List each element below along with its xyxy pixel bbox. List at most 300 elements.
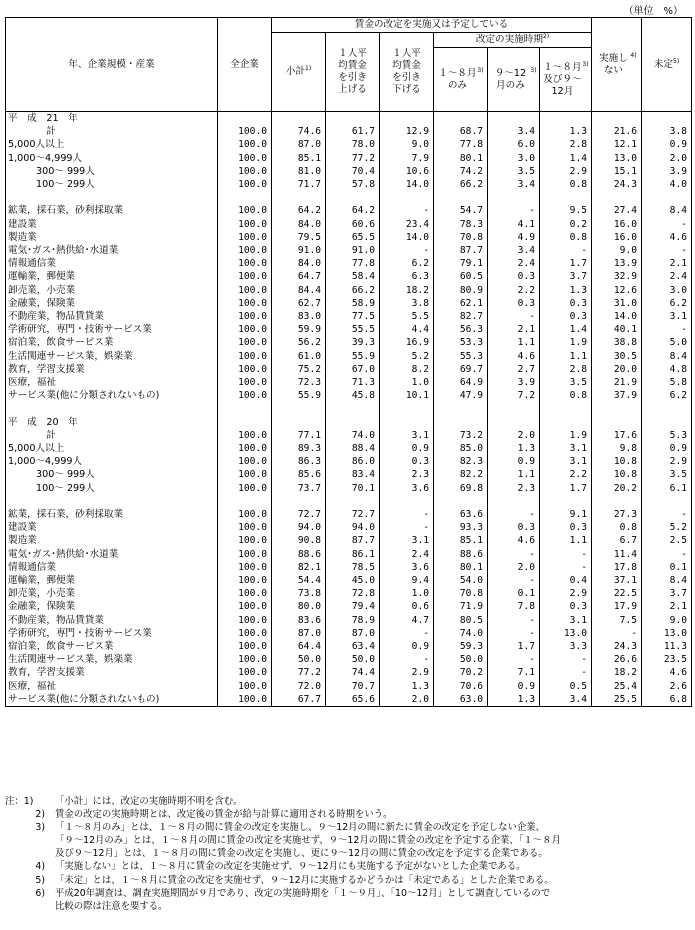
not-implement-header: 実施しない$^{4)}$	[592, 18, 642, 112]
cell-value: 100.0	[218, 442, 272, 455]
footnote-key: 注：1)	[5, 796, 34, 807]
spacer-row	[6, 495, 692, 508]
cell-value: 30.5	[592, 350, 642, 363]
cell-value: 4.9	[488, 231, 540, 244]
cell-value	[272, 191, 326, 204]
table-row	[6, 284, 692, 297]
row-label: 5,000人以上	[6, 138, 218, 151]
cell-value: 2.6	[642, 680, 692, 693]
cell-value	[540, 402, 592, 415]
cell-value: 3.8	[642, 125, 692, 138]
cell-value: 77.5	[326, 310, 380, 323]
footnote-text: 「１～８月のみ」とは、１～８月の間に賃金の改定を実施し、９～12月の間に新たに賃金の改定を予定しない企業、	[55, 822, 546, 834]
row-label: 情報通信業	[6, 561, 218, 574]
cell-value: 100.0	[218, 653, 272, 666]
cell-value: 4.1	[488, 218, 540, 231]
timing-group-header: 改定の実施時期$^{2)}$	[434, 33, 592, 48]
cell-value: 3.4	[540, 693, 592, 707]
cell-value: 74.2	[434, 165, 488, 178]
cell-value: -	[488, 574, 540, 587]
row-label: 宿泊業，飲食サービス業	[6, 640, 218, 653]
cell-value	[488, 402, 540, 415]
cell-value	[326, 112, 380, 126]
cell-value: 55.9	[272, 389, 326, 402]
cell-value: 80.5	[434, 614, 488, 627]
cell-value: 0.3	[540, 521, 592, 534]
table-row	[6, 350, 692, 363]
cell-value: 100.0	[218, 614, 272, 627]
cell-value: 3.1	[540, 442, 592, 455]
footnote-text: 及び９～12月」とは、１～８月の間に賃金の改定を実施し、更に９～12月の間に賃金の改定を予定する企業である。	[55, 848, 548, 860]
cell-value: 3.4	[488, 244, 540, 257]
cell-value: 54.4	[272, 574, 326, 587]
cell-value: 85.1	[434, 534, 488, 547]
row-label: 学術研究，専門・技術サービス業	[6, 323, 218, 336]
cell-value: 3.1	[380, 534, 434, 547]
cell-value: 10.6	[380, 165, 434, 178]
cell-value: 88.6	[434, 548, 488, 561]
cell-value: 70.8	[434, 231, 488, 244]
cell-value: 100.0	[218, 640, 272, 653]
cell-value: 82.7	[434, 310, 488, 323]
cell-value: 13.0	[642, 627, 692, 640]
cell-value	[380, 112, 434, 126]
table-row	[6, 614, 692, 627]
cell-value: 78.3	[434, 218, 488, 231]
cell-value: -	[488, 310, 540, 323]
cell-value: 58.9	[326, 297, 380, 310]
cell-value: 0.9	[488, 455, 540, 468]
cell-value: 85.0	[434, 442, 488, 455]
cell-value: 6.8	[642, 693, 692, 707]
table-row	[6, 310, 692, 323]
cell-value	[272, 112, 326, 126]
cell-value: -	[642, 244, 692, 257]
table-row	[6, 138, 692, 151]
cell-value: 2.1	[488, 323, 540, 336]
cell-value: -	[592, 627, 642, 640]
cell-value: 82.3	[434, 455, 488, 468]
cell-value: 1.1	[540, 534, 592, 547]
cell-value: 0.3	[540, 600, 592, 613]
cell-value: 79.1	[434, 257, 488, 270]
cell-value	[218, 402, 272, 415]
cell-value: 17.8	[592, 561, 642, 574]
cell-value: 100.0	[218, 534, 272, 547]
cell-value: 75.2	[272, 363, 326, 376]
cell-value: 23.5	[642, 653, 692, 666]
cell-value: 63.6	[434, 508, 488, 521]
row-label: 生活関連サービス業，娯楽業	[6, 350, 218, 363]
cell-value	[434, 112, 488, 126]
cell-value: 24.3	[592, 178, 642, 191]
cell-value: -	[380, 521, 434, 534]
row-label	[6, 495, 218, 508]
table-row	[6, 482, 692, 495]
cell-value: 86.1	[326, 548, 380, 561]
cell-value: 81.0	[272, 165, 326, 178]
cell-value: 2.3	[380, 468, 434, 481]
table-row	[6, 640, 692, 653]
cell-value	[540, 112, 592, 126]
cell-value: 9.0	[642, 614, 692, 627]
footnote-text: 「小計」には、改定の実施時期不明を含む。	[55, 796, 243, 807]
cell-value: -	[488, 653, 540, 666]
cell-value: 3.9	[642, 165, 692, 178]
cell-value	[540, 416, 592, 429]
cell-value: 1.7	[540, 257, 592, 270]
cell-value: 72.0	[272, 680, 326, 693]
cell-value: 100.0	[218, 574, 272, 587]
cell-value: 65.6	[326, 693, 380, 707]
cell-value: -	[380, 627, 434, 640]
cell-value: 100.0	[218, 363, 272, 376]
cell-value: 73.8	[272, 587, 326, 600]
cell-value	[592, 495, 642, 508]
cell-value: 87.0	[326, 627, 380, 640]
table-header	[6, 18, 692, 112]
cell-value: 37.9	[592, 389, 642, 402]
cell-value: 56.3	[434, 323, 488, 336]
cell-value: 0.8	[592, 521, 642, 534]
cell-value: -	[642, 323, 692, 336]
cell-value: 100.0	[218, 521, 272, 534]
cell-value: 0.9	[380, 442, 434, 455]
cell-value: 62.7	[272, 297, 326, 310]
cell-value: 2.0	[488, 561, 540, 574]
footnotes	[5, 795, 691, 913]
table-row	[6, 270, 692, 283]
cell-value: 64.2	[272, 204, 326, 217]
lower-header: １人平均賃金を引き下げる	[380, 33, 434, 112]
cell-value: 100.0	[218, 600, 272, 613]
footnote-key: 2)	[35, 809, 45, 821]
cell-value: 2.1	[642, 257, 692, 270]
cell-value: 80.1	[434, 152, 488, 165]
cell-value: 3.8	[380, 297, 434, 310]
cell-value: 1.3	[380, 680, 434, 693]
cell-value: 74.0	[434, 627, 488, 640]
row-label: 1,000～4,999人	[6, 455, 218, 468]
cell-value: 84.4	[272, 284, 326, 297]
cell-value: 14.0	[380, 178, 434, 191]
cell-value	[272, 402, 326, 415]
cell-value: 78.9	[326, 614, 380, 627]
cell-value	[380, 402, 434, 415]
footnote-text: 「９～12月のみ」とは、１～８月の間に賃金の改定を実施せず、９～12月の間に賃金の改定を予定する企業、「１～８月	[55, 835, 561, 847]
cell-value: 0.8	[540, 231, 592, 244]
cell-value: -	[488, 548, 540, 561]
cell-value: 67.0	[326, 363, 380, 376]
table-row	[6, 680, 692, 693]
row-label: 電気･ガス･熱供給･水道業	[6, 548, 218, 561]
row-label: 鉱業，採石業，砂利採取業	[6, 204, 218, 217]
cell-value: 55.3	[434, 350, 488, 363]
cell-value: 7.5	[592, 614, 642, 627]
cell-value	[642, 416, 692, 429]
row-label: 300～ 999人	[6, 468, 218, 481]
row-label: 情報通信業	[6, 257, 218, 270]
cell-value	[434, 191, 488, 204]
cell-value: 72.7	[326, 508, 380, 521]
cell-value: 85.6	[272, 468, 326, 481]
cell-value: 94.0	[272, 521, 326, 534]
cell-value: 86.3	[272, 455, 326, 468]
subtotal-header: 小計$^{1)}$	[272, 33, 326, 112]
timing-sep-dec-header: ９～12月のみ$^{3)}$	[488, 48, 540, 112]
row-label: 卸売業，小売業	[6, 587, 218, 600]
cell-value: 61.7	[326, 125, 380, 138]
cell-value: 9.8	[592, 442, 642, 455]
cell-value: 88.4	[326, 442, 380, 455]
cell-value: 3.7	[642, 587, 692, 600]
row-label: 金融業，保険業	[6, 600, 218, 613]
cell-value	[326, 402, 380, 415]
cell-value: 4.6	[642, 231, 692, 244]
row-label: 教育，学習支援業	[6, 666, 218, 679]
cell-value: 64.7	[272, 270, 326, 283]
cell-value: 91.0	[326, 244, 380, 257]
cell-value	[592, 112, 642, 126]
cell-value: 70.6	[434, 680, 488, 693]
cell-value: 71.9	[434, 600, 488, 613]
cell-value: 11.4	[592, 548, 642, 561]
row-label: 建設業	[6, 521, 218, 534]
cell-value: 100.0	[218, 561, 272, 574]
cell-value: 1.3	[488, 693, 540, 707]
cell-value: 2.5	[642, 534, 692, 547]
cell-value: 72.8	[326, 587, 380, 600]
cell-value: 100.0	[218, 455, 272, 468]
cell-value: 4.0	[642, 178, 692, 191]
footnote-key	[5, 900, 55, 913]
cell-value: 10.1	[380, 389, 434, 402]
cell-value	[540, 191, 592, 204]
footnote-line	[5, 808, 691, 821]
cell-value: 0.3	[488, 521, 540, 534]
cell-value: 1.4	[540, 152, 592, 165]
cell-value: 80.0	[272, 600, 326, 613]
cell-value: 13.0	[540, 627, 592, 640]
cell-value: 39.3	[326, 336, 380, 349]
cell-value: 50.0	[326, 653, 380, 666]
cell-value: 87.7	[326, 534, 380, 547]
cell-value: 9.0	[592, 244, 642, 257]
cell-value	[488, 495, 540, 508]
cell-value	[218, 191, 272, 204]
cell-value: 37.1	[592, 574, 642, 587]
row-label: 平 成 20 年	[6, 416, 218, 429]
cell-value: 3.1	[380, 429, 434, 442]
cell-value: 100.0	[218, 270, 272, 283]
cell-value: 32.9	[592, 270, 642, 283]
cell-value: 20.0	[592, 363, 642, 376]
cell-value: 2.1	[642, 600, 692, 613]
cell-value: 85.1	[272, 152, 326, 165]
row-label: 教育，学習支援業	[6, 363, 218, 376]
footnote-line	[5, 874, 691, 887]
table-row	[6, 376, 692, 389]
cell-value: 0.2	[540, 218, 592, 231]
row-label: 宿泊業，飲食サービス業	[6, 336, 218, 349]
table-row	[6, 389, 692, 402]
cell-value: 6.2	[642, 389, 692, 402]
cell-value: 13.9	[592, 257, 642, 270]
cell-value	[488, 416, 540, 429]
row-label	[6, 402, 218, 415]
table-row	[6, 429, 692, 442]
table-row	[6, 125, 692, 138]
implement-group-header: 賃金の改定を実施又は予定している	[272, 18, 592, 33]
cell-value: 69.8	[434, 482, 488, 495]
all-companies-header: 全企業	[218, 18, 272, 112]
footnote-key: 6)	[35, 887, 45, 899]
row-label: 300～ 999人	[6, 165, 218, 178]
cell-value: 3.0	[642, 284, 692, 297]
spacer-row	[6, 191, 692, 204]
table-row	[6, 336, 692, 349]
cell-value: 0.1	[642, 561, 692, 574]
cell-value: 7.9	[380, 152, 434, 165]
table-row	[6, 416, 692, 429]
cell-value: -	[642, 218, 692, 231]
row-label: 建設業	[6, 218, 218, 231]
undecided-header: 未定$^{5)}$	[642, 18, 692, 112]
cell-value: 100.0	[218, 218, 272, 231]
cell-value: 6.3	[380, 270, 434, 283]
cell-value	[380, 416, 434, 429]
cell-value: 54.7	[434, 204, 488, 217]
cell-value: 100.0	[218, 389, 272, 402]
cell-value: 2.4	[488, 257, 540, 270]
cell-value: 8.2	[380, 363, 434, 376]
table-row	[6, 455, 692, 468]
spacer-row	[6, 402, 692, 415]
cell-value: 0.3	[380, 455, 434, 468]
row-label: 生活関連サービス業，娯楽業	[6, 653, 218, 666]
cell-value: 100.0	[218, 297, 272, 310]
row-label: 医療，福祉	[6, 680, 218, 693]
cell-value	[434, 402, 488, 415]
cell-value: 50.0	[434, 653, 488, 666]
cell-value: 100.0	[218, 204, 272, 217]
table-row	[6, 693, 692, 707]
cell-value: 2.0	[488, 429, 540, 442]
cell-value: 74.0	[326, 429, 380, 442]
cell-value: 83.4	[326, 468, 380, 481]
cell-value: -	[540, 561, 592, 574]
cell-value: 3.0	[488, 152, 540, 165]
cell-value	[380, 191, 434, 204]
cell-value	[642, 112, 692, 126]
footnote-key: 3)	[35, 822, 45, 834]
cell-value: 69.7	[434, 363, 488, 376]
cell-value: -	[540, 548, 592, 561]
cell-value: 77.2	[326, 152, 380, 165]
unit-label: （単位 %）	[623, 6, 683, 17]
cell-value: 59.9	[272, 323, 326, 336]
cell-value: 78.0	[326, 138, 380, 151]
cell-value: 77.1	[272, 429, 326, 442]
table-row	[6, 442, 692, 455]
cell-value: 53.3	[434, 336, 488, 349]
cell-value: 70.7	[326, 680, 380, 693]
cell-value: 3.5	[642, 468, 692, 481]
cell-value: 77.8	[434, 138, 488, 151]
table-row	[6, 231, 692, 244]
cell-value: 84.0	[272, 257, 326, 270]
table-row	[6, 587, 692, 600]
cell-value	[434, 495, 488, 508]
timing-both-header: １～８月及び９～12月$^{3)}$	[540, 48, 592, 112]
cell-value: 2.8	[540, 138, 592, 151]
table-row	[6, 508, 692, 521]
footnote-line	[5, 847, 691, 860]
cell-value: 0.3	[540, 310, 592, 323]
cell-value: 64.9	[434, 376, 488, 389]
table-row	[6, 244, 692, 257]
row-label: 卸売業，小売業	[6, 284, 218, 297]
cell-value: 80.1	[434, 561, 488, 574]
table-row	[6, 534, 692, 547]
cell-value: 5.2	[380, 350, 434, 363]
cell-value: 88.6	[272, 548, 326, 561]
cell-value: 2.8	[540, 363, 592, 376]
cell-value: 78.5	[326, 561, 380, 574]
cell-value: 1.1	[488, 336, 540, 349]
cell-value: 40.1	[592, 323, 642, 336]
cell-value: 16.0	[592, 218, 642, 231]
cell-value: 100.0	[218, 482, 272, 495]
cell-value: 100.0	[218, 350, 272, 363]
cell-value: 10.8	[592, 468, 642, 481]
cell-value: 2.2	[488, 284, 540, 297]
cell-value: 64.2	[326, 204, 380, 217]
cell-value: 22.5	[592, 587, 642, 600]
row-label: 計	[6, 125, 218, 138]
cell-value: 1.1	[488, 468, 540, 481]
cell-value: 100.0	[218, 336, 272, 349]
wage-revision-table	[5, 17, 692, 707]
footnote-line	[5, 887, 691, 900]
cell-value: 5.0	[642, 336, 692, 349]
row-label	[6, 191, 218, 204]
cell-value: 61.0	[272, 350, 326, 363]
cell-value: 1.9	[540, 429, 592, 442]
cell-value: 25.5	[592, 693, 642, 707]
cell-value: 12.1	[592, 138, 642, 151]
row-label: 100～ 299人	[6, 178, 218, 191]
cell-value: -	[540, 244, 592, 257]
cell-value	[592, 191, 642, 204]
cell-value: 100.0	[218, 323, 272, 336]
footnote-text: 「実施しない」とは、１～８月に賃金の改定を実施せず、９～12月にも実施する予定がないとした企業である。	[55, 861, 526, 873]
cell-value: 9.5	[540, 204, 592, 217]
cell-value: 87.0	[272, 138, 326, 151]
cell-value	[218, 416, 272, 429]
cell-value: 2.4	[380, 548, 434, 561]
cell-value: 74.6	[272, 125, 326, 138]
cell-value: 3.6	[380, 561, 434, 574]
cell-value	[326, 416, 380, 429]
cell-value: 82.1	[272, 561, 326, 574]
cell-value: 20.2	[592, 482, 642, 495]
cell-value: 3.9	[488, 376, 540, 389]
cell-value	[218, 495, 272, 508]
table-row	[6, 653, 692, 666]
cell-value: 2.9	[540, 165, 592, 178]
row-label: 平 成 21 年	[6, 112, 218, 126]
